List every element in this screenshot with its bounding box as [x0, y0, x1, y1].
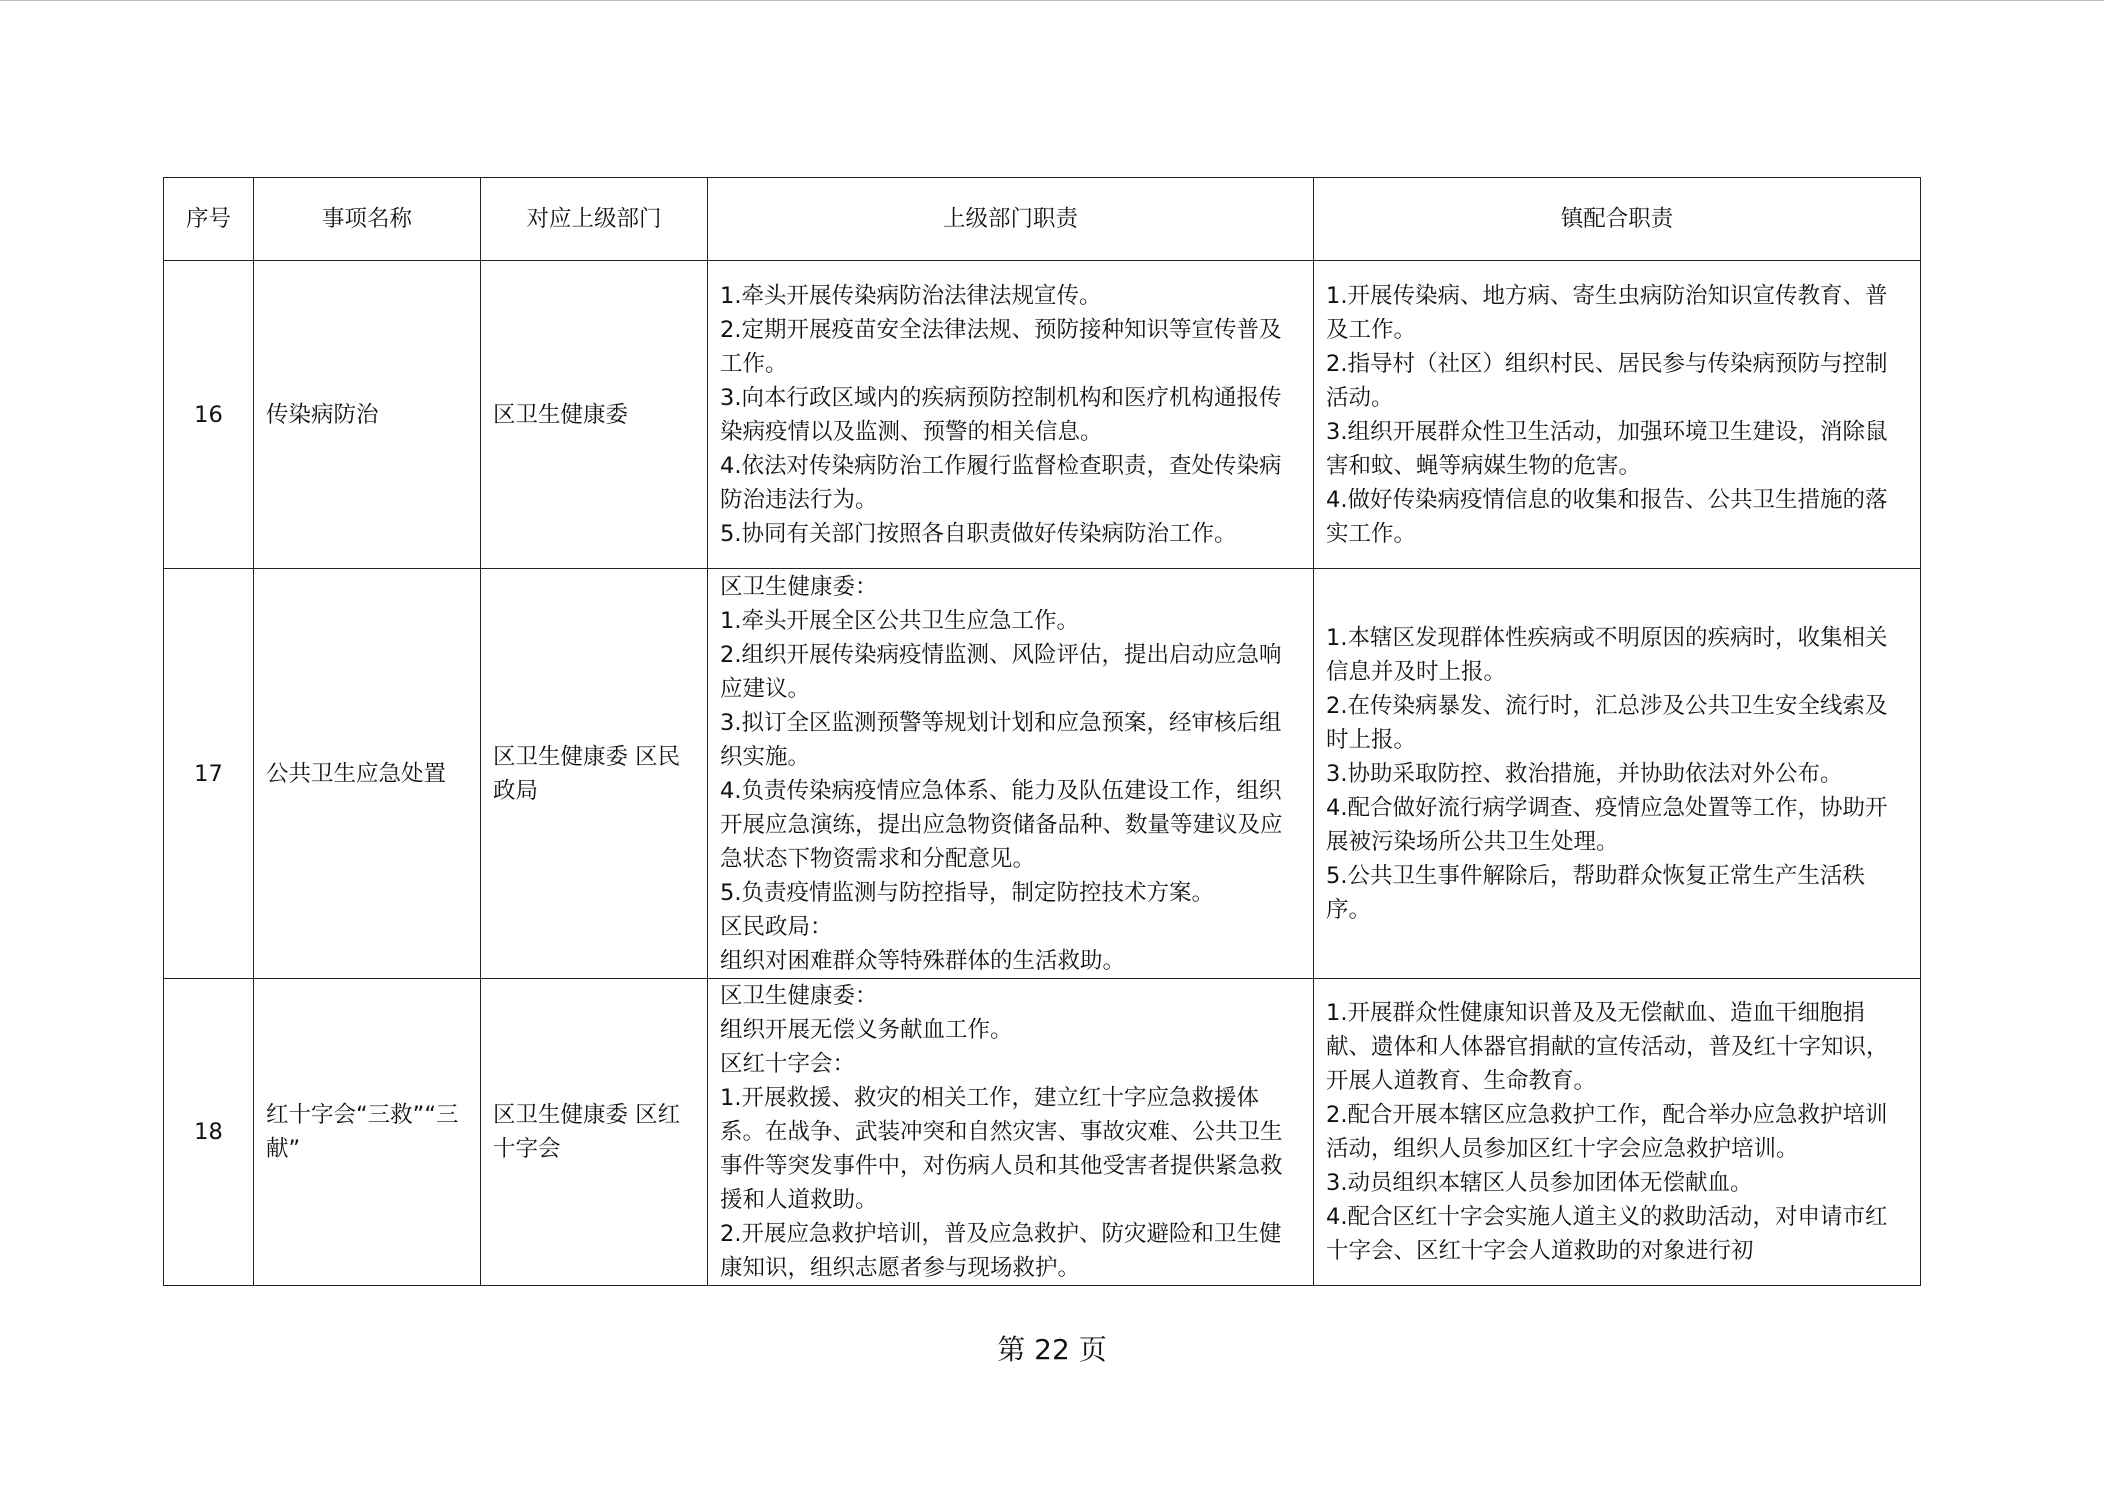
row-serial-number: 16 — [164, 261, 254, 569]
duty-line: 1.牵头开展传染病防治法律法规宣传。 — [720, 282, 1102, 309]
row-upper-duties — [708, 261, 1314, 569]
row-item-name: 红十字会“三救”“三献” — [254, 979, 481, 1286]
row-upper-department: 区卫生健康委 区红十字会 — [481, 979, 708, 1286]
table-header-row — [164, 178, 1921, 261]
duty-line: 组织对困难群众等特殊群体的生活救助。 — [720, 947, 1126, 974]
page-top-border — [0, 0, 2104, 1]
duty-line: 4.依法对传染病防治工作履行监督检查职责，查处传染病防治违法行为。 — [720, 452, 1282, 513]
duty-line: 5.协同有关部门按照各自职责做好传染病防治工作。 — [720, 520, 1237, 547]
duty-line: 5.公共卫生事件解除后，帮助群众恢复正常生产生活秩序。 — [1326, 862, 1865, 923]
duty-table — [163, 177, 1921, 1286]
duty-line: 区红十字会： — [720, 1051, 856, 1077]
duty-line: 1.开展救援、救灾的相关工作，建立红十字应急救援体系。在战争、武装冲突和自然灾害、事故灾难、公共卫生事件等突发事件中，对伤病人员和其他受害者提供紧急救援和人道救助。 — [720, 1085, 1283, 1213]
header-town-duties: 镇配合职责 — [1314, 178, 1921, 261]
duty-line: 2.定期开展疫苗安全法律法规、预防接种知识等宣传普及工作。 — [720, 316, 1282, 377]
table-row — [164, 979, 1921, 1286]
duty-line: 区卫生健康委： — [720, 983, 878, 1009]
duty-line: 3.拟订全区监测预警等规划计划和应急预案，经审核后组织实施。 — [720, 709, 1282, 770]
duty-line: 2.在传染病暴发、流行时，汇总涉及公共卫生安全线索及时上报。 — [1326, 692, 1888, 753]
row-upper-department: 区卫生健康委 — [481, 261, 708, 569]
header-serial-number: 序号 — [164, 178, 254, 261]
row-item-name: 传染病防治 — [254, 261, 481, 569]
duty-line: 4.负责传染病疫情应急体系、能力及队伍建设工作，组织开展应急演练，提出应急物资储备品种、数量等建议及应急状态下物资需求和分配意见。 — [720, 777, 1283, 872]
table-row — [164, 569, 1921, 979]
row-serial-number: 18 — [164, 979, 254, 1286]
duty-line: 组织开展无偿义务献血工作。 — [720, 1017, 1013, 1043]
row-upper-department: 区卫生健康委 区民政局 — [481, 569, 708, 979]
duty-line: 2.开展应急救护培训，普及应急救护、防灾避险和卫生健康知识，组织志愿者参与现场救护。 — [720, 1221, 1282, 1281]
duty-line: 1.牵头开展全区公共卫生应急工作。 — [720, 607, 1079, 634]
row-town-duties — [1314, 569, 1921, 979]
header-upper-department: 对应上级部门 — [481, 178, 708, 261]
duty-line: 4.配合区红十字会实施人道主义的救助活动，对申请市红十字会、区红十字会人道救助的对象进行初 — [1326, 1204, 1888, 1264]
duty-line: 3.协助采取防控、救治措施，并协助依法对外公布。 — [1326, 760, 1843, 787]
duty-line: 区卫生健康委： — [720, 573, 878, 600]
duty-line: 2.指导村（社区）组织村民、居民参与传染病预防与控制活动。 — [1326, 350, 1888, 411]
duty-line: 5.负责疫情监测与防控指导，制定防控技术方案。 — [720, 879, 1214, 906]
duty-line: 2.组织开展传染病疫情监测、风险评估，提出启动应急响应建议。 — [720, 641, 1282, 702]
duty-line: 1.开展传染病、地方病、寄生虫病防治知识宣传教育、普及工作。 — [1326, 282, 1888, 343]
duty-line: 3.向本行政区域内的疾病预防控制机构和医疗机构通报传染病疫情以及监测、预警的相关信息。 — [720, 384, 1282, 445]
row-serial-number: 17 — [164, 569, 254, 979]
header-upper-duties: 上级部门职责 — [708, 178, 1314, 261]
row-upper-duties — [708, 979, 1314, 1286]
page-number: 第 22 页 — [997, 1333, 1107, 1366]
row-item-name: 公共卫生应急处置 — [254, 569, 481, 979]
row-town-duties — [1314, 979, 1921, 1286]
duty-line: 2.配合开展本辖区应急救护工作，配合举办应急救护培训活动，组织人员参加区红十字会应急救护培训。 — [1326, 1102, 1888, 1162]
row-town-duties — [1314, 261, 1921, 569]
duty-line: 1.本辖区发现群体性疾病或不明原因的疾病时，收集相关信息并及时上报。 — [1326, 624, 1888, 685]
duty-line: 4.配合做好流行病学调查、疫情应急处置等工作，协助开展被污染场所公共卫生处理。 — [1326, 794, 1888, 855]
duty-line: 3.动员组织本辖区人员参加团体无偿献血。 — [1326, 1170, 1753, 1196]
header-item-name: 事项名称 — [254, 178, 481, 261]
row-upper-duties — [708, 569, 1314, 979]
duty-line: 区民政局： — [720, 913, 833, 940]
duty-line: 3.组织开展群众性卫生活动，加强环境卫生建设，消除鼠害和蚊、蝇等病媒生物的危害。 — [1326, 418, 1888, 479]
table-row — [164, 261, 1921, 569]
duty-line: 4.做好传染病疫情信息的收集和报告、公共卫生措施的落实工作。 — [1326, 486, 1888, 547]
duty-line: 1.开展群众性健康知识普及及无偿献血、造血干细胞捐献、遗体和人体器官捐献的宣传活动，普及红十字知识，开展人道教育、生命教育。 — [1326, 1000, 1889, 1094]
